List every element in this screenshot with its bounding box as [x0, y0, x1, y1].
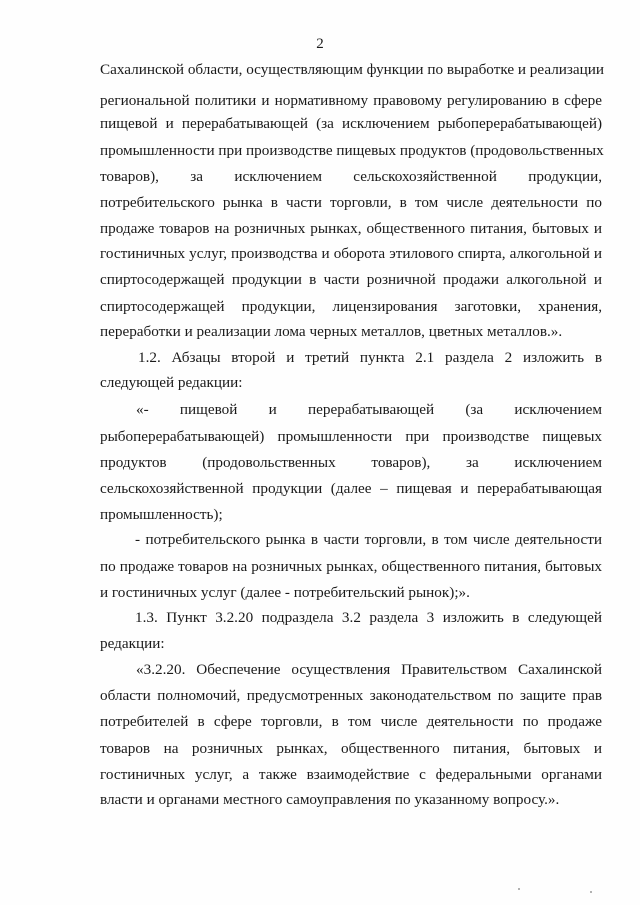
text-line: пищевой и перерабатывающей (за исключением рыбоперерабатывающей) — [100, 115, 602, 132]
text-line: потребительского рынка в части торговли, в том числе деятельности по — [100, 194, 602, 211]
text-line: гостиничных услуг, производства и оборота этилового спирта, алкогольной и — [100, 245, 602, 262]
scan-artifact — [590, 891, 592, 893]
text-line: по продаже товаров на розничных рынках, общественного питания, бытовых — [100, 558, 602, 575]
text-line: региональной политики и нормативному правовому регулированию в сфере — [100, 92, 602, 109]
text-line: «- пищевой и перерабатывающей (за исключением — [136, 401, 602, 418]
text-line: продаже товаров на розничных рынках, общественного питания, бытовых и — [100, 220, 602, 237]
text-line: гостиничных услуг, а также взаимодействие с федеральными органами — [100, 766, 602, 783]
text-line: следующей редакции: — [100, 374, 243, 391]
text-line: спиртосодержащей продукции в части розничной продажи алкогольной и — [100, 271, 602, 288]
text-line: потребителей в сфере торговли, в том числе деятельности по продаже — [100, 713, 602, 730]
scan-artifact — [518, 888, 520, 890]
page-number: 2 — [316, 36, 324, 52]
text-line: спиртосодержащей продукции, лицензирования заготовки, хранения, — [100, 298, 602, 315]
text-line: «3.2.20. Обеспечение осуществления Правительством Сахалинской — [136, 661, 602, 678]
text-line: - потребительского рынка в части торговли, в том числе деятельности — [135, 531, 602, 548]
text-line: переработки и реализации лома черных металлов, цветных металлов.». — [100, 323, 563, 340]
text-line: редакции: — [100, 635, 165, 652]
text-line: 1.3. Пункт 3.2.20 подраздела 3.2 раздела 3 изложить в следующей — [135, 609, 602, 626]
text-line: власти и органами местного самоуправления по указанному вопросу.». — [100, 791, 560, 808]
text-line: Сахалинской области, осуществляющим функции по выработке и реализации — [100, 61, 605, 78]
text-line: продуктов (продовольственных товаров), за исключением — [100, 454, 602, 471]
text-line: товаров), за исключением сельскохозяйственной продукции, — [100, 168, 602, 185]
text-line: области полномочий, предусмотренных законодательством по защите прав — [100, 687, 602, 704]
text-line: товаров на розничных рынках, общественного питания, бытовых и — [100, 740, 602, 757]
text-line: рыбоперерабатывающей) промышленности при производстве пищевых — [100, 428, 602, 445]
text-line: и гостиничных услуг (далее - потребительский рынок);». — [100, 584, 470, 601]
text-line: 1.2. Абзацы второй и третий пункта 2.1 раздела 2 изложить в — [138, 349, 602, 366]
text-line: промышленности при производстве пищевых продуктов (продовольственных — [100, 142, 604, 159]
text-line: сельскохозяйственной продукции (далее – пищевая и перерабатывающая — [100, 480, 602, 497]
text-line: промышленность); — [100, 506, 223, 523]
